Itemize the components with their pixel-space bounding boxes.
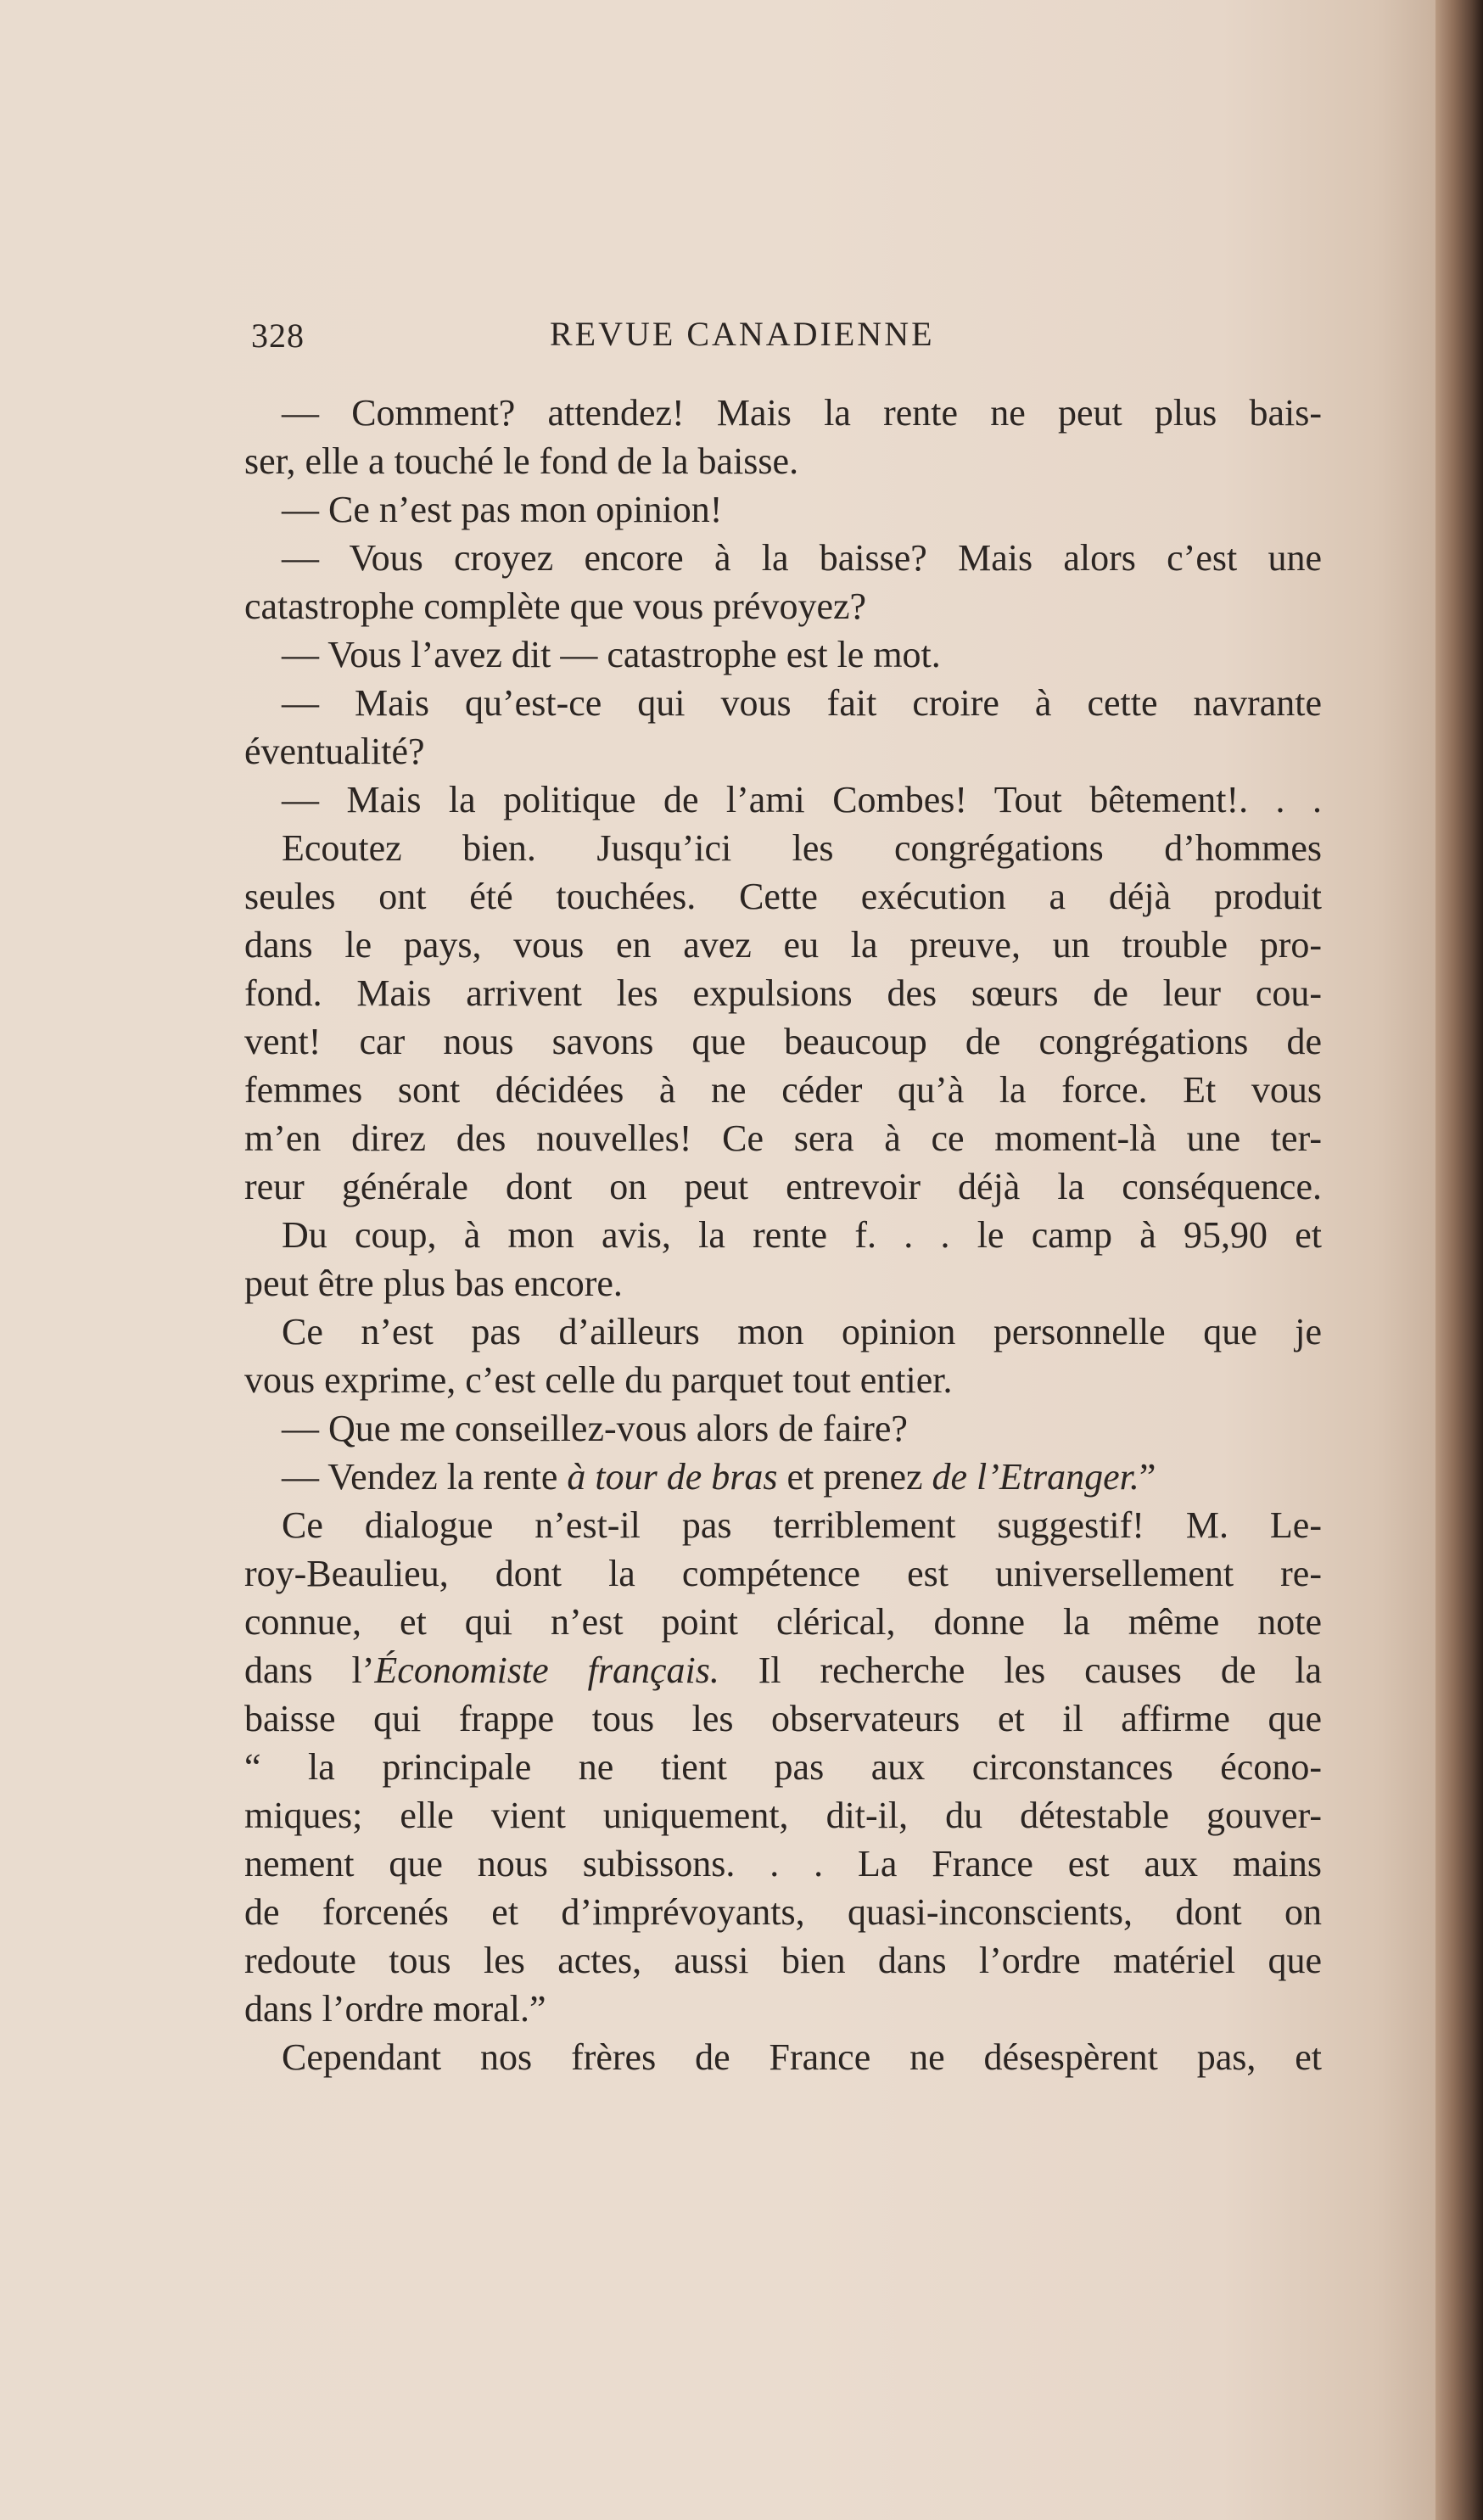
text-line: Ce dialogue n’est-il pas terriblement suggestif! M. Le- (282, 1504, 1322, 1546)
text-line: seules ont été touchées. Cette exécution a déjà produit (244, 876, 1322, 917)
italic-text: Économiste français. (374, 1649, 719, 1691)
text-line: baisse qui frappe tous les observateurs et il affirme que (244, 1698, 1322, 1739)
text-line: Ecoutez bien. Jusqu’ici les congrégations d’hommes (282, 827, 1322, 869)
journal-title: REVUE CANADIENNE (550, 315, 935, 353)
text-line: catastrophe complète que vous prévoyez? (244, 585, 867, 627)
text-line: — Mais la politique de l’ami Combes! Tout bêtement!. . . (282, 779, 1322, 820)
text-line: femmes sont décidées à ne céder qu’à la force. Et vous (244, 1069, 1322, 1111)
text-line: — Vous croyez encore à la baisse? Mais alors c’est une (282, 537, 1322, 579)
text-line: Du coup, à mon avis, la rente f. . . le camp à 95,90 et (282, 1214, 1322, 1256)
text-line: de forcenés et d’imprévoyants, quasi-inconscients, dont on (244, 1891, 1322, 1933)
text-line: — Ce n’est pas mon opinion! (282, 489, 723, 530)
text-line: Ce n’est pas d’ailleurs mon opinion personnelle que je (282, 1311, 1322, 1352)
text-line: reur générale dont on peut entrevoir déjà la conséquence. (244, 1166, 1322, 1207)
page-edge (1435, 0, 1483, 2520)
text-line: — Comment? attendez! Mais la rente ne peut plus bais- (282, 392, 1322, 434)
italic-text: à tour de bras (567, 1456, 778, 1498)
text-line: connue, et qui n’est point clérical, donne la même note (244, 1601, 1322, 1643)
text-line: éventualité? (244, 731, 425, 772)
text-line: redoute tous les actes, aussi bien dans l’ordre matériel que (244, 1940, 1322, 1981)
text-line: ser, elle a touché le fond de la baisse. (244, 440, 799, 482)
text-line: “ la principale ne tient pas aux circonstances écono- (244, 1746, 1322, 1788)
text-line: peut être plus bas encore. (244, 1263, 623, 1304)
running-head (251, 307, 1025, 358)
text-line: dans le pays, vous en avez eu la preuve, un trouble pro- (244, 924, 1322, 966)
text-line: miques; elle vient uniquement, dit-il, du détestable gouver- (244, 1795, 1322, 1836)
text-line: — Vous l’avez dit — catastrophe est le mot. (282, 634, 941, 675)
text-line: nement que nous subissons. . . La France est aux mains (244, 1843, 1322, 1884)
text-line: — Vendez la rente à tour de bras et prenez de l’Etranger.” (282, 1456, 1156, 1498)
text-line: — Que me conseillez-vous alors de faire? (282, 1408, 908, 1449)
italic-text: de l’Etranger. (932, 1456, 1139, 1498)
text-line: vent! car nous savons que beaucoup de congrégations de (244, 1021, 1322, 1062)
text-line: fond. Mais arrivent les expulsions des sœurs de leur cou- (244, 972, 1322, 1014)
text-line: Cependant nos frères de France ne désespèrent pas, et (282, 2036, 1322, 2078)
text-line: dans l’ordre moral.” (244, 1988, 546, 2030)
text-line: vous exprime, c’est celle du parquet tout entier. (244, 1359, 953, 1401)
page-number: 328 (251, 316, 305, 355)
text-line: m’en direz des nouvelles! Ce sera à ce moment-là une ter- (244, 1117, 1322, 1159)
text-line: roy-Beaulieu, dont la compétence est universellement re- (244, 1553, 1322, 1594)
text-line: dans l’Économiste français. Il recherche les causes de la (244, 1649, 1322, 1691)
body-text (244, 389, 1322, 2081)
text-line: — Mais qu’est-ce qui vous fait croire à cette navrante (282, 682, 1322, 724)
